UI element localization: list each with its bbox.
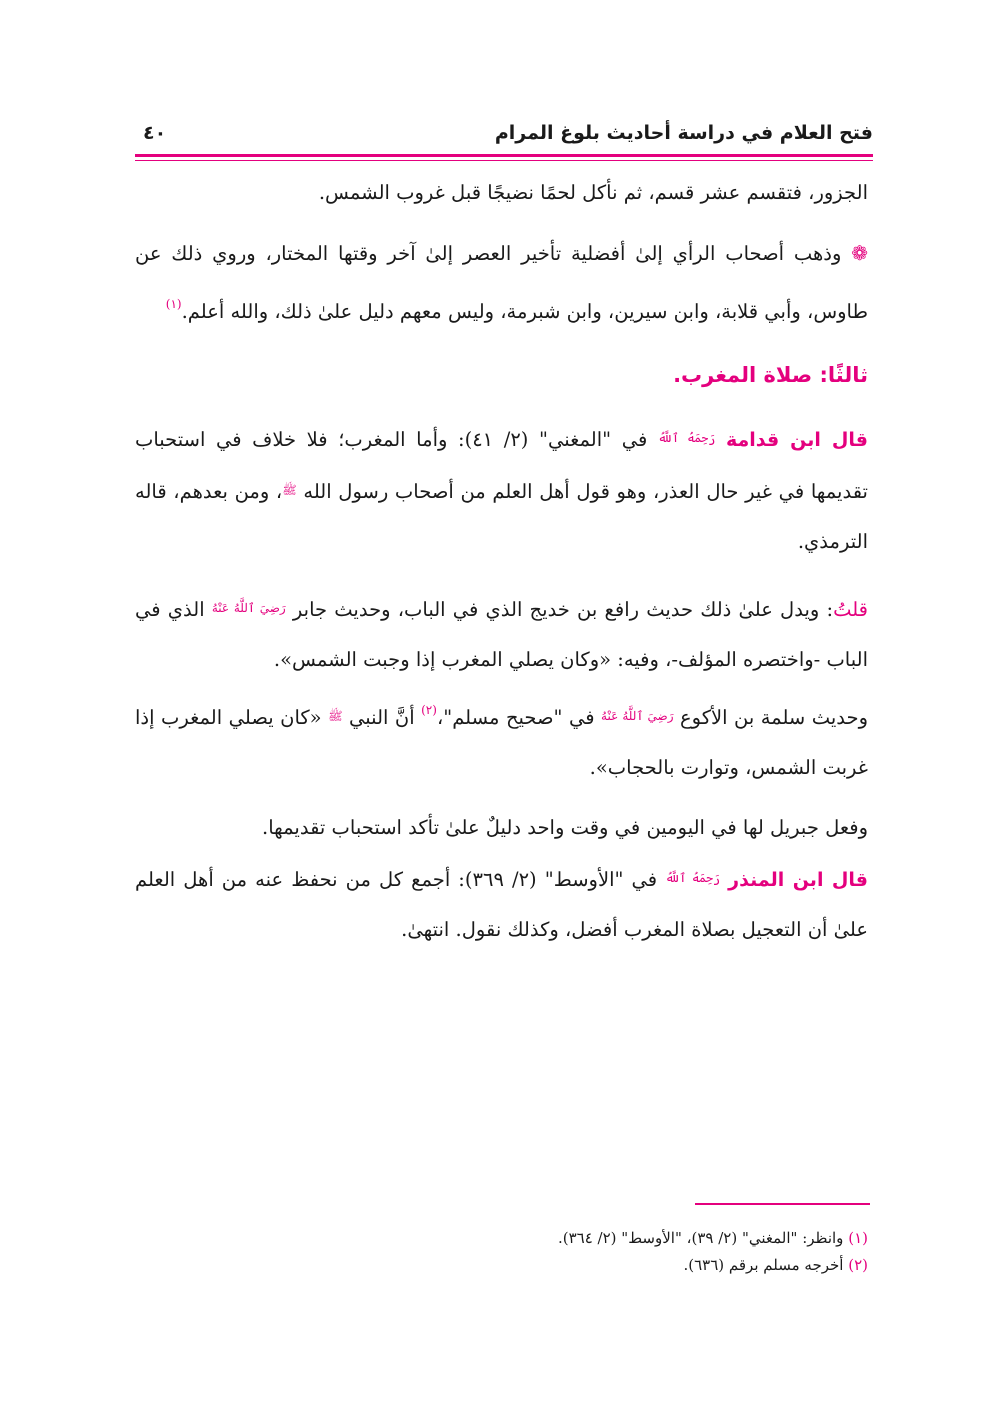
paragraph-7: قال ابن المنذر $^{رَحِمَهُ ٱللَّهُ}$ في "الأوسط" (٢/ ٣٦٩): أجمع كل من نحفظ عنه من أهل العلم علىٰ أن التعجيل بصلاة المغرب أفضل، وكذلك نقول. انتهىٰ.	[135, 868, 868, 941]
honorific-prophet: ﷺ	[282, 483, 297, 497]
honorific: رَضِيَ ٱللَّهُ عَنْهُ	[211, 601, 286, 615]
section-heading: ثالثًا: صلاة المغرب.	[673, 363, 868, 387]
paragraph-5: وحديث سلمة بن الأكوع $^{رَضِيَ ٱللَّهُ عَنْهُ}$ في "صحيح مسلم"،$^{(٢)}$ أنَّ النبي $^ﷺ$ «كان يصلي المغرب إذا غربت الشمس، وتوارت بالحجاب».	[135, 703, 868, 779]
running-title: فتح العلام في دراسة أحاديث بلوغ المرام	[494, 122, 873, 144]
paragraph-3: قال ابن قدامة $^{رَحِمَهُ ٱللَّهُ}$ في "المغني" (٢/ ٤١): وأما المغرب؛ فلا خلاف في استحباب تقديمها في غير حال العذر، وهو قول أهل العلم من أصحاب رسول الله $^ﷺ$، ومن بعدهم، قاله الترمذي.	[135, 428, 868, 553]
honorific: رَحِمَهُ ٱللَّهُ	[657, 431, 716, 445]
footnote-ref-1[interactable]: (١)	[165, 297, 182, 311]
speaker-ibn-qudama: قال ابن قدامة	[725, 429, 868, 451]
footnote-ref-2[interactable]: (٢)	[421, 703, 437, 717]
footnote-1: (١) وانظر: "المغني" (٢/ ٣٩)، "الأوسط" (٢/ ٣٦٤).	[557, 1229, 868, 1247]
footnote-2: (٢) أخرجه مسلم برقم (٦٣٦).	[683, 1256, 868, 1274]
footnote-number: (١)	[848, 1229, 868, 1247]
speaker-qultu: قلتُ	[833, 598, 868, 621]
flower-marker-icon: ❁	[851, 241, 868, 265]
paragraph-2: ❁ وذهب أصحاب الرأي إلىٰ أفضلية تأخير العصر إلىٰ آخر وقتها المختار، وروي ذلك عن طاوس، وأبي قلابة، وابن سيرين، وابن شبرمة، وليس معهم دليل علىٰ ذلك، والله أعلم.$^{(١)}$	[135, 241, 868, 323]
page-header	[135, 118, 873, 158]
main-text	[135, 168, 868, 955]
footnotes	[135, 1225, 868, 1279]
footnote-number: (٢)	[848, 1256, 868, 1274]
page-number: ٤٠	[143, 122, 167, 144]
paragraph-1: الجزور، فتقسم عشر قسم، ثم نأكل لحمًا نضيجًا قبل غروب الشمس.	[318, 181, 868, 204]
paragraph-6: وفعل جبريل لها في اليومين في وقت واحد دليلٌ علىٰ تأكد استحباب تقديمها.	[262, 816, 868, 839]
speaker-ibn-al-mundhir: قال ابن المنذر	[728, 869, 868, 891]
paragraph-4: قلتُ: ويدل علىٰ ذلك حديث رافع بن خديج الذي في الباب، وحديث جابر $^{رَضِيَ ٱللَّهُ عَنْهُ}$ الذي في الباب -واختصره المؤلف-، وفيه: «وكان يصلي المغرب إذا وجبت الشمس».	[135, 598, 868, 671]
honorific: رَحِمَهُ ٱللَّهُ	[665, 871, 721, 885]
honorific-prophet: ﷺ	[328, 709, 343, 723]
header-rule-thick	[135, 154, 873, 157]
header-rule-thin	[135, 160, 873, 161]
honorific: رَضِيَ ٱللَّهُ عَنْهُ	[601, 709, 674, 723]
footnote-separator	[695, 1203, 870, 1205]
